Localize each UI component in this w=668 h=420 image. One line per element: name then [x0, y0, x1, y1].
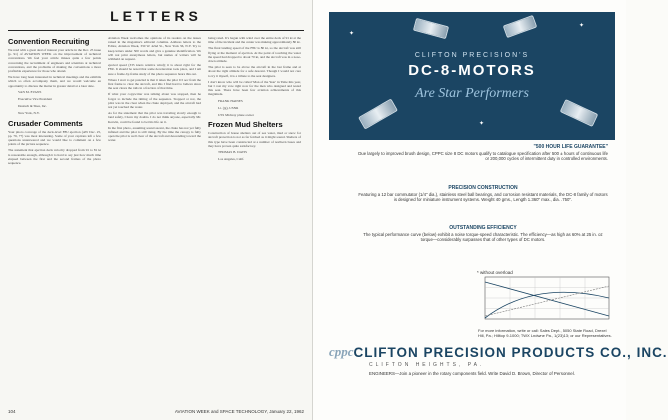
letter-paragraph: I don't know who will be called 'Man of the Year' in Time this year, but I cast my vote right now for the men who designed and tested this seat. There have been few aviation achievements of this magnitude.: [208, 79, 301, 97]
letter-paragraph: Aviation Week welcomes the opinions of its readers on the issues raised in the magazine's editorial columns. Address letters to the Editor, Aviation Week, 330 W. 42nd St., New York 36, N.Y. Try to keep letters under 500 words and give a genuine identification. We will not print anonymous letters, but names of writers will be withheld on request.: [108, 36, 201, 62]
letter-signature: New York, N.Y.: [18, 111, 40, 116]
star-icon: ✦: [349, 31, 355, 37]
letter-signature: THOMAS B. DAVIS: [218, 150, 248, 155]
letters-page: [0, 0, 313, 420]
ad-tagline: Are Star Performers: [415, 86, 529, 101]
company-location: CLIFTON HEIGHTS, PA.: [369, 362, 485, 368]
efficiency-block: [358, 226, 608, 243]
motor-image: [503, 15, 538, 38]
efficiency-text: The typical performance curve (below) exhibit a noise torque-speed characteristic. The efficiency—as high as 60% at 25 in. oz torque—considerably surpasses that of other types of DC motors.: [363, 231, 603, 243]
magazine-credit: AVIATION WEEK and SPACE TECHNOLOGY, January 22, 1962: [174, 409, 304, 414]
company-logo-row: [329, 342, 668, 362]
efficiency-curve: [485, 292, 609, 318]
guarantee-block: [358, 145, 608, 162]
letter-heading: Frozen Mud Shelters: [208, 120, 283, 130]
letter-signature: Executive Vice President: [18, 97, 53, 102]
advertisement-page: [313, 0, 668, 420]
guarantee-title: "500 HOUR LIFE GUARANTEE": [533, 144, 608, 150]
letter-paragraph: We read with a great deal of interest your article in the Dec. 25 issue (p. 91) of AVIATION WEEK on the improvement of technical conventions. We feel your article misses quite a few points concerning the recruitment of engineers and scientists at technical conventions, and the problems of making the conventions a more profitable experience for those who attend.: [8, 48, 101, 74]
letter-paragraph: The pilot is seen to be above the aircraft in the last frame and at about the right altitude for a safe descent. Though I would not care to try it myself, it is a tribute to the seat designers.: [208, 65, 301, 78]
letter-signature: Deutsch & Shea, Inc.: [18, 104, 47, 109]
engineers-recruitment: ENGINEERS—Join a pioneer in the rotary components field. Write David D. Brown, Director of Personnel.: [369, 371, 575, 376]
page-footer: [8, 409, 304, 414]
precision-title: PRECISION CONSTRUCTION: [448, 185, 518, 191]
letter-paragraph: The final landing speed of the F8U is 80 kt, so the aircraft was still flying at the moment of ejection. At the point of touching the water the speed had dropped to about 70 kt, and the aircraft was in a nose-down attitude.: [208, 46, 301, 64]
letter-paragraph: As for the statement that the pilot was traveling slowly enough to land safely, I have my doubts. I do not think anyone, especially Mr. Kerwin, could be found to bet his life on it.: [108, 111, 201, 124]
motor-image: [413, 18, 449, 39]
letters-column-2: [108, 36, 201, 145]
chart-grid: [485, 277, 609, 319]
page-number: 104: [8, 409, 16, 414]
ad-title: DC-8-MOTORS: [408, 62, 536, 79]
section-title: LETTERS: [110, 8, 202, 24]
letter-paragraph: Where I start to get puzzled is that it takes the pilot 0.5 sec from the first frame to clear the aircraft, and this I find hard to believe since the seat clears the rails in a fraction of that time.: [108, 77, 201, 91]
precision-block: [358, 186, 608, 203]
letters-column-3: [208, 36, 301, 164]
performance-curve-chart: [475, 268, 613, 322]
cppc-logo: cppc: [329, 344, 354, 359]
current-curve: [485, 286, 609, 316]
letter-paragraph: Your photo coverage of the deck-level F8U ejection (AW Dec. 25, pp. 76, 77) was most interesting. Some of your captions left a few questions unanswered and we would like to comment on a few points of the picture sequence.: [8, 129, 101, 147]
motor-image: [560, 99, 599, 127]
letters-column-1: [8, 36, 101, 167]
letter-signature: FRANK HAINES: [218, 98, 243, 103]
letter-signature: Lt. (jg), USNR: [218, 105, 239, 110]
sales-contact: For more information, write or call: Sales Dept., 5050 State Road, Drexel Hill, Pa.; Hilltop 9-1000; TWX Lndwne Pa., 1(23)13; or our Representatives.: [478, 328, 612, 338]
speed-curve: [485, 282, 609, 316]
letter-signature: Los Angeles, Calif.: [218, 157, 245, 162]
letter-paragraph: If what your copywriter was talking about was stopped, then he forgot to include the timing of the sequence. Stopped or not, the pilot was in the clear when the chute deployed, and the aircraft had not yet touched the water.: [108, 92, 201, 110]
letter-paragraph: In the first photo, assuming sound ascent, the chute has not yet fully inflated and the pilot is still rising. By the time the canopy is fully open the pilot is well clear of the aircraft and descending toward the water.: [108, 125, 201, 143]
letter-signature: VAN M. EVANS: [18, 89, 42, 94]
company-name: CLIFTON PRECISION PRODUCTS CO., INC.: [353, 344, 668, 360]
ad-kicker: CLIFTON PRECISION'S: [414, 52, 530, 59]
letter-heading: Crusader Comments: [8, 118, 83, 128]
precision-text: Featuring a 12 bar commutator (1/4" dia.), stainless steel ball bearings, and corrosion resistant materials, the DC-8 family of motors is designed for miniature instrument systems. Weight 40 gms., Length 1.360" max., dia. .750".: [358, 191, 608, 203]
letter-paragraph: ejected speed (335 knots relative wind); it is about right for the F8U. It should be noted that some deceleration took place, and I am sure a frame-by-frame study of the photo sequence bears this out.: [108, 63, 201, 76]
motor-image: [358, 98, 398, 129]
letter-paragraph: being rated. It's begun with wind over the entire deck of 91 kt at the time of the incident and the center was making approximately 80 kt.: [208, 36, 301, 45]
letter-paragraph: We have long been interested in technical meetings and the exhibits which so often accompany them, and we would welcome an opportunity to discuss the matter in greater detail at a later date.: [8, 75, 101, 88]
star-icon: ✦: [579, 23, 585, 29]
star-icon: ✦: [479, 121, 485, 127]
chart-note: * without overload: [477, 270, 513, 275]
letter-paragraph: Construction of house shelters out of sea water, mud or snow for aircraft protection is not as far fetched as it might sound. Shelters of this type have been constructed at a number of northern bases and they have proven quite satisfactory.: [208, 131, 301, 148]
letter-signature: USS Midway plane owner: [218, 113, 254, 118]
efficiency-title: OUTSTANDING EFFICIENCY: [449, 225, 517, 231]
guarantee-text: Due largely to improved brush design, CPPC size 8 DC motors qualify to catalogue specification after 500 ± hours of continuous life or 200,000 cycles of intermittent duty in controlled environments.: [358, 150, 608, 162]
letter-paragraph: The statement that ejection deck velocity dropped from 91 to 81 kt is reasonable enough, although it is hard to say just how much time elapsed between the first and the second frames of the photo sequence.: [8, 148, 101, 166]
header-rule: [8, 30, 304, 31]
letter-heading: Convention Recruiting: [8, 37, 90, 46]
ad-banner: [329, 12, 615, 140]
